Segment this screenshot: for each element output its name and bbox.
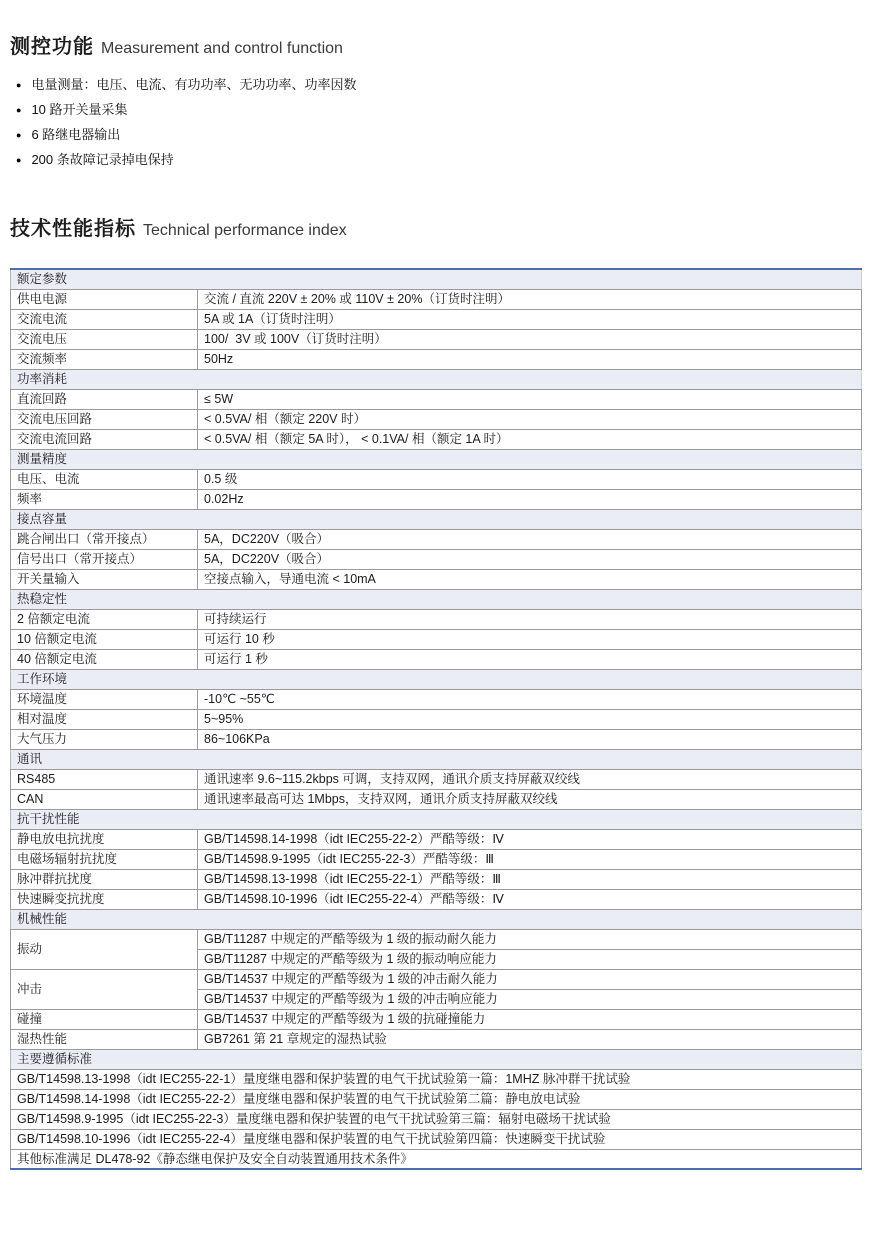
table-row (11, 1149, 862, 1169)
table-row (11, 1109, 862, 1129)
table-row (11, 469, 862, 489)
spec-value-cell: 5A，DC220V（吸合） (198, 529, 862, 549)
spec-value-cell: ≤ 5W (198, 389, 862, 409)
spec-label-cell: 环境温度 (11, 689, 198, 709)
technical-section-heading (10, 212, 862, 241)
section-header-row (11, 589, 862, 609)
table-row (11, 629, 862, 649)
table-row (11, 889, 862, 909)
section-header-cell: 通讯 (11, 749, 862, 769)
feature-list-item: ● 200 条故障记录掉电保持 (16, 152, 174, 167)
table-row (11, 1029, 862, 1049)
spec-label-cell: 大气压力 (11, 729, 198, 749)
spec-value-cell: 5A 或 1A（订货时注明） (198, 309, 862, 329)
spec-label-cell: 快速瞬变抗扰度 (11, 889, 198, 909)
table-row (11, 289, 862, 309)
section-header-row (11, 269, 862, 289)
spec-label-cell: 静电放电抗扰度 (11, 829, 198, 849)
section-header-row (11, 1049, 862, 1069)
table-row (11, 1089, 862, 1109)
table-row (11, 489, 862, 509)
spec-fullwidth-cell: GB/T14598.10-1996（idt IEC255-22-4）量度继电器和保护装置的电气干扰试验第四篇：快速瞬变干扰试验 (11, 1129, 862, 1149)
spec-label-cell: CAN (11, 789, 198, 809)
spec-label-cell: 2 倍额定电流 (11, 609, 198, 629)
section-header-row (11, 909, 862, 929)
spec-value-cell: -10℃ ~55℃ (198, 689, 862, 709)
bullet-icon: ● (16, 80, 22, 90)
spec-value-cell: GB/T14598.14-1998（idt IEC255-22-2）严酷等级：Ⅳ (198, 829, 862, 849)
table-row (11, 829, 862, 849)
bullet-icon: ● (16, 130, 22, 140)
spec-label-cell: 频率 (11, 489, 198, 509)
feature-list-item: ● 电量测量：电压、电流、有功功率、无功功率、功率因数 (16, 77, 357, 92)
section-header-cell: 接点容量 (11, 509, 862, 529)
table-row (11, 769, 862, 789)
spec-value-cell: GB/T14598.9-1995（idt IEC255-22-3）严酷等级：Ⅲ (198, 849, 862, 869)
spec-label-cell: 交流频率 (11, 349, 198, 369)
spec-label-cell: 信号出口（常开接点） (11, 549, 198, 569)
section-header-cell: 机械性能 (11, 909, 862, 929)
spec-label-cell: 直流回路 (11, 389, 198, 409)
spec-label-cell: 相对温度 (11, 709, 198, 729)
table-row (11, 1129, 862, 1149)
section-header-row (11, 809, 862, 829)
section-header-cell: 额定参数 (11, 269, 862, 289)
spec-fullwidth-cell: GB/T14598.9-1995（idt IEC255-22-3）量度继电器和保护装置的电气干扰试验第三篇：辐射电磁场干扰试验 (11, 1109, 862, 1129)
table-row (11, 649, 862, 669)
table-row (11, 1069, 862, 1089)
table-row (11, 689, 862, 709)
spec-value-cell: 可运行 10 秒 (198, 629, 862, 649)
technical-title-zh: 技术性能指标 (10, 218, 136, 240)
section-header-row (11, 669, 862, 689)
spec-value-cell: GB/T14598.13-1998（idt IEC255-22-1）严酷等级：Ⅲ (198, 869, 862, 889)
spec-label-cell: 交流电压回路 (11, 409, 198, 429)
spec-value-cell: 通讯速率最高可达 1Mbps，支持双网，通讯介质支持屏蔽双绞线 (198, 789, 862, 809)
table-row (11, 349, 862, 369)
spec-label-cell: 10 倍额定电流 (11, 629, 198, 649)
spec-value-cell: GB7261 第 21 章规定的湿热试验 (198, 1029, 862, 1049)
spec-label-cell: 交流电压 (11, 329, 198, 349)
spec-label-cell: 碰撞 (11, 1009, 198, 1029)
spec-label-cell: 开关量输入 (11, 569, 198, 589)
spec-value-cell: 5~95% (198, 709, 862, 729)
spec-value-cell: 86~106KPa (198, 729, 862, 749)
table-row (11, 429, 862, 449)
table-row (11, 789, 862, 809)
table-row (11, 849, 862, 869)
section-header-cell: 功率消耗 (11, 369, 862, 389)
spec-value-cell: < 0.5VA/ 相（额定 220V 时） (198, 409, 862, 429)
spec-label-cell: 振动 (11, 929, 198, 969)
spec-label-cell: 冲击 (11, 969, 198, 1009)
table-row (11, 549, 862, 569)
spec-value-cell: 可运行 1 秒 (198, 649, 862, 669)
spec-value-cell: 交流 / 直流 220V ± 20% 或 110V ± 20%（订货时注明） (198, 289, 862, 309)
spec-label-cell: 40 倍额定电流 (11, 649, 198, 669)
spec-label-cell: 供电电源 (11, 289, 198, 309)
table-row (11, 969, 862, 989)
section-header-cell: 抗干扰性能 (11, 809, 862, 829)
measurement-title-zh: 测控功能 (10, 36, 94, 58)
table-row (11, 869, 862, 889)
measurement-section-heading (10, 30, 862, 59)
spec-label-cell: 交流电流 (11, 309, 198, 329)
spec-value-cell: 5A，DC220V（吸合） (198, 549, 862, 569)
feature-list-item: ● 6 路继电器输出 (16, 127, 121, 142)
spec-value-cell: 100/ 3V 或 100V（订货时注明） (198, 329, 862, 349)
spec-label-cell: 跳合闸出口（常开接点） (11, 529, 198, 549)
spec-value-cell: GB/T14537 中规定的严酷等级为 1 级的冲击响应能力 (198, 989, 862, 1009)
section-header-cell: 工作环境 (11, 669, 862, 689)
spec-value-cell: 空接点输入，导通电流 < 10mA (198, 569, 862, 589)
spec-label-cell: 脉冲群抗扰度 (11, 869, 198, 889)
spec-label-cell: 电磁场辐射抗扰度 (11, 849, 198, 869)
table-row (11, 309, 862, 329)
table-row (11, 929, 862, 949)
section-header-cell: 测量精度 (11, 449, 862, 469)
section-header-row (11, 749, 862, 769)
table-row (11, 709, 862, 729)
spec-value-cell: < 0.5VA/ 相（额定 5A 时）， < 0.1VA/ 相（额定 1A 时） (198, 429, 862, 449)
spec-value-cell: 0.02Hz (198, 489, 862, 509)
spec-label-cell: 电压、电流 (11, 469, 198, 489)
section-header-row (11, 509, 862, 529)
spec-label-cell: RS485 (11, 769, 198, 789)
feature-list-item: ● 10 路开关量采集 (16, 102, 128, 117)
spec-value-cell: 50Hz (198, 349, 862, 369)
spec-fullwidth-cell: GB/T14598.14-1998（idt IEC255-22-2）量度继电器和保护装置的电气干扰试验第二篇：静电放电试验 (11, 1089, 862, 1109)
bullet-icon: ● (16, 105, 22, 115)
spec-value-cell: 可持续运行 (198, 609, 862, 629)
spec-value-cell: 通讯速率 9.6~115.2kbps 可调，支持双网，通讯介质支持屏蔽双绞线 (198, 769, 862, 789)
section-header-row (11, 449, 862, 469)
section-header-cell: 主要遵循标准 (11, 1049, 862, 1069)
table-row (11, 1009, 862, 1029)
table-row (11, 409, 862, 429)
table-row (11, 569, 862, 589)
spec-value-cell: GB/T14598.10-1996（idt IEC255-22-4）严酷等级：Ⅳ (198, 889, 862, 909)
bullet-icon: ● (16, 155, 22, 165)
spec-label-cell: 交流电流回路 (11, 429, 198, 449)
spec-value-cell: GB/T14537 中规定的严酷等级为 1 级的冲击耐久能力 (198, 969, 862, 989)
spec-fullwidth-cell: 其他标准满足 DL478-92《静态继电保护及安全自动装置通用技术条件》 (11, 1149, 862, 1169)
table-row (11, 529, 862, 549)
spec-table-body (11, 269, 862, 1169)
measurement-title-en: Measurement and control function (101, 40, 343, 57)
measurement-feature-list (10, 77, 862, 168)
spec-value-cell: GB/T11287 中规定的严酷等级为 1 级的振动响应能力 (198, 949, 862, 969)
table-row (11, 729, 862, 749)
spec-fullwidth-cell: GB/T14598.13-1998（idt IEC255-22-1）量度继电器和保护装置的电气干扰试验第一篇：1MHZ 脉冲群干扰试验 (11, 1069, 862, 1089)
section-header-cell: 热稳定性 (11, 589, 862, 609)
spec-label-cell: 湿热性能 (11, 1029, 198, 1049)
spec-value-cell: GB/T14537 中规定的严酷等级为 1 级的抗碰撞能力 (198, 1009, 862, 1029)
section-header-row (11, 369, 862, 389)
spec-value-cell: 0.5 级 (198, 469, 862, 489)
technical-title-en: Technical performance index (143, 222, 347, 239)
spec-table (10, 268, 862, 1170)
table-row (11, 329, 862, 349)
spec-value-cell: GB/T11287 中规定的严酷等级为 1 级的振动耐久能力 (198, 929, 862, 949)
table-row (11, 389, 862, 409)
table-row (11, 609, 862, 629)
